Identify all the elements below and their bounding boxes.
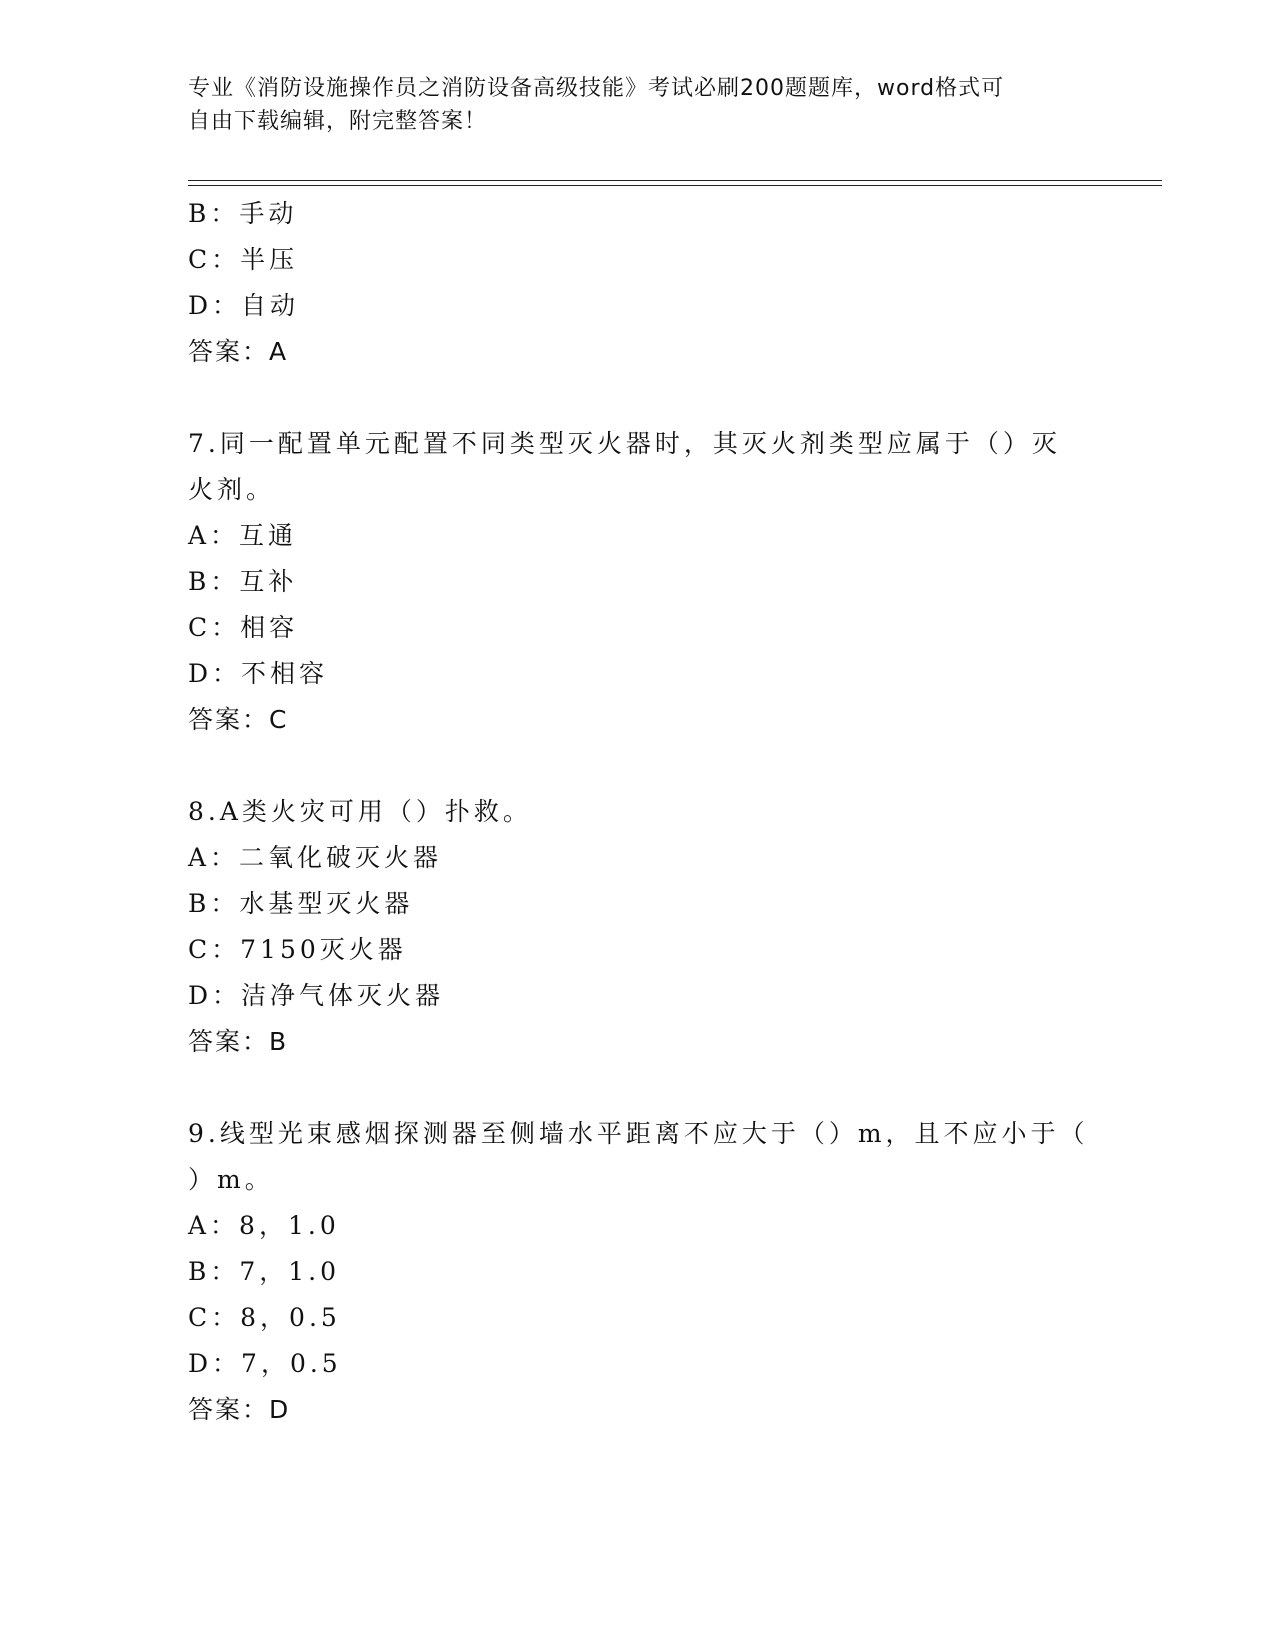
option-d: D：7，0.5	[188, 1349, 342, 1378]
header-line-1: 专业《消防设施操作员之消防设备高级技能》考试必刷200题题库，word格式可	[188, 76, 1005, 101]
question-8	[188, 789, 1088, 1065]
header-divider-bottom	[188, 185, 1162, 186]
header-divider-top	[188, 180, 1162, 181]
option-c: C：7150灭火器	[188, 935, 407, 964]
answer-line: 答案：B	[188, 1027, 289, 1056]
spacer	[188, 375, 1088, 421]
spacer	[188, 743, 1088, 789]
question-7	[188, 421, 1088, 743]
answer-line: 答案：C	[188, 705, 289, 734]
option-c: C：相容	[188, 613, 299, 642]
option-b: B：水基型灭火器	[188, 889, 414, 918]
question-text: 8.A类火灾可用（）扑救。	[188, 797, 532, 826]
option-c: C：8，0.5	[188, 1303, 341, 1332]
document-header	[188, 72, 1088, 138]
option-a: A：互通	[188, 521, 298, 550]
answer-line: 答案：D	[188, 1395, 291, 1424]
option-d: D：自动	[188, 291, 300, 320]
question-text-continued: ）m。	[188, 1165, 274, 1194]
option-a: A：二氧化破灭火器	[188, 843, 443, 872]
header-line-2: 自由下载编辑，附完整答案！	[188, 109, 488, 134]
option-d: D：不相容	[188, 659, 329, 688]
option-b: B：手动	[188, 199, 298, 228]
question-9	[188, 1111, 1088, 1433]
option-c: C：半压	[188, 245, 299, 274]
spacer	[188, 1065, 1088, 1111]
previous-question-tail	[188, 191, 1088, 375]
option-d: D：洁净气体灭火器	[188, 981, 445, 1010]
question-text: 7.同一配置单元配置不同类型灭火器时，其灭火剂类型应属于（）灭	[188, 429, 1061, 458]
question-text: 9.线型光束感烟探测器至侧墙水平距离不应大于（）m，且不应小于（	[188, 1119, 1089, 1148]
option-a: A：8，1.0	[188, 1211, 340, 1240]
question-list	[188, 191, 1088, 1433]
option-b: B：7，1.0	[188, 1257, 341, 1286]
option-b: B：互补	[188, 567, 298, 596]
answer-line: 答案：A	[188, 337, 289, 366]
question-text-continued: 火剂。	[188, 475, 276, 504]
